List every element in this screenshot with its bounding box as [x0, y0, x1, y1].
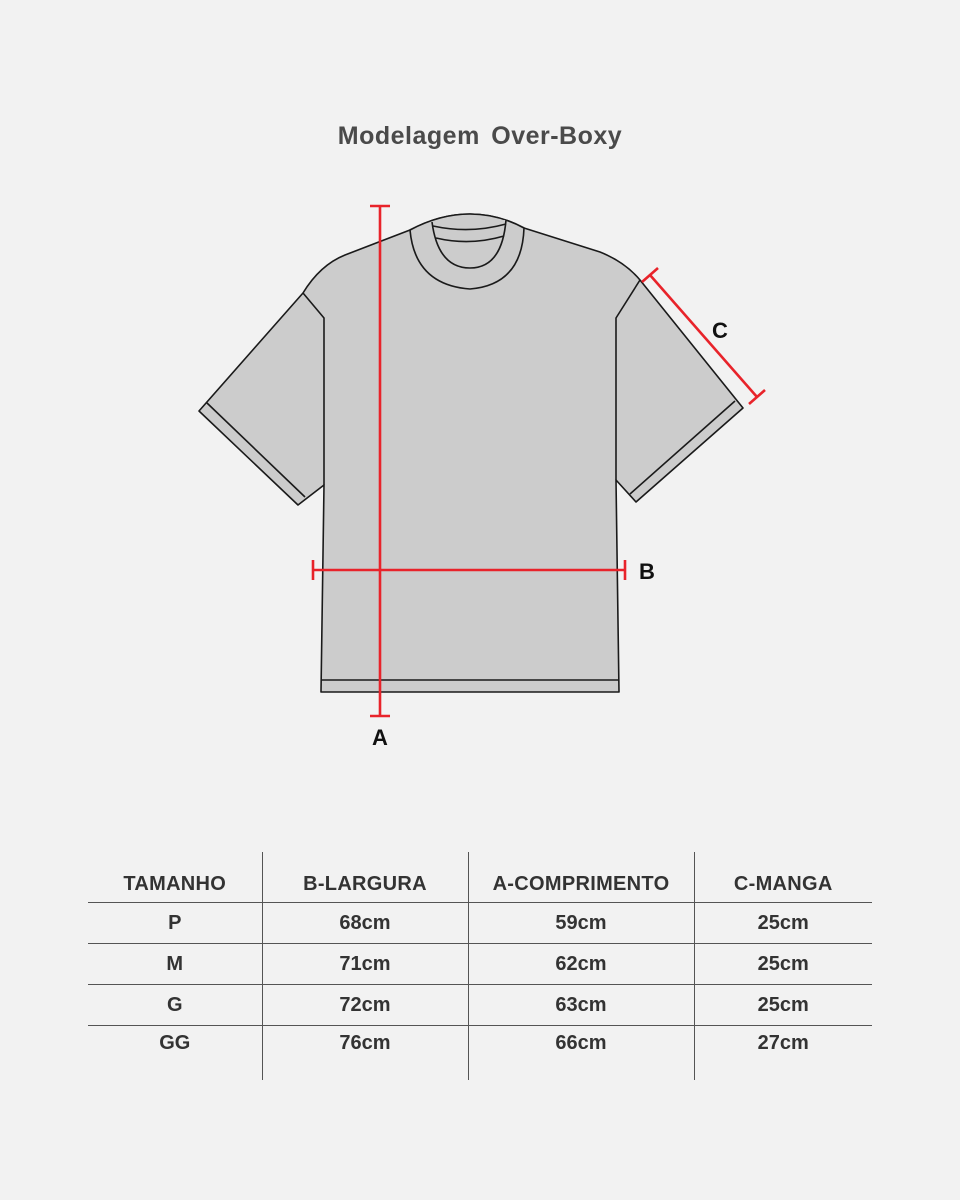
cell-comprimento: 59cm — [468, 903, 694, 944]
label-b: B — [639, 559, 655, 584]
header-comprimento: A-COMPRIMENTO — [468, 852, 694, 903]
cell-manga: 25cm — [694, 903, 872, 944]
label-c: C — [712, 318, 728, 343]
cell-largura: 71cm — [262, 944, 468, 985]
cell-comprimento: 63cm — [468, 985, 694, 1026]
cell-size: GG — [88, 1026, 262, 1081]
table-row — [88, 1026, 872, 1081]
table-row — [88, 944, 872, 985]
header-manga: C-MANGA — [694, 852, 872, 903]
tshirt-illustration — [199, 214, 743, 692]
cell-manga: 25cm — [694, 944, 872, 985]
size-table — [88, 852, 872, 1080]
table-header-row — [88, 852, 872, 903]
cell-manga: 27cm — [757, 1032, 809, 1054]
cell-comprimento: 66cm — [468, 1026, 694, 1081]
table-row — [88, 903, 872, 944]
cell-comprimento: 62cm — [468, 944, 694, 985]
cell-largura: 68cm — [262, 903, 468, 944]
cell-size: M — [88, 944, 262, 985]
cell-size: G — [88, 985, 262, 1026]
label-a: A — [372, 725, 388, 750]
table-row — [88, 985, 872, 1026]
page-title: Modelagem Over-Boxy — [337, 122, 623, 150]
header-tamanho: TAMANHO — [88, 852, 262, 903]
cell-size: P — [88, 903, 262, 944]
cell-largura: 76cm — [262, 1026, 468, 1081]
cell-largura: 72cm — [262, 985, 468, 1026]
cell-manga: 25cm — [694, 985, 872, 1026]
header-largura: B-LARGURA — [262, 852, 468, 903]
